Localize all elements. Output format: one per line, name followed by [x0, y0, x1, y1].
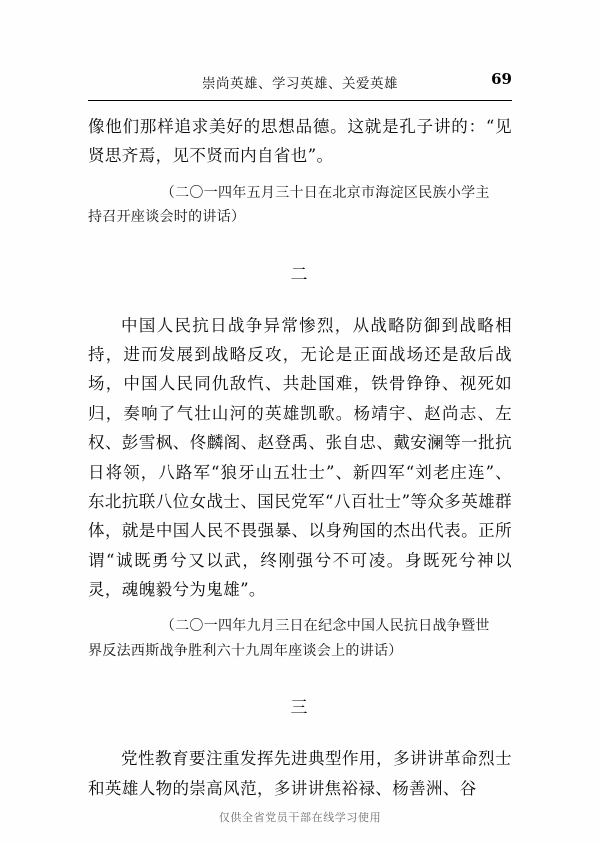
page-footer: 仅供全省党员干部在线学习使用	[218, 811, 382, 824]
paragraph-continued: 像他们那样追求美好的思想品德。这就是孔子讲的：“见贤思齐焉，见不贤而内自省也”。	[88, 117, 512, 166]
source-note-2-line1: （二〇一四年九月三日在纪念中国人民抗日战争暨世	[160, 618, 490, 635]
source-note-1-line2: 持召开座谈会时的讲话）	[88, 209, 246, 226]
section-heading-two: 二	[290, 264, 310, 285]
source-note-2	[88, 614, 512, 663]
page-header	[88, 72, 512, 92]
source-note-2-line2: 界反法西斯战争胜利六十九周年座谈会上的讲话）	[88, 642, 403, 659]
section-heading-three: 三	[290, 698, 310, 719]
paragraph-section-three: 党性教育要注重发挥先进典型作用，多讲讲革命烈士和英雄人物的崇高风范，多讲讲焦裕禄、杨善洲、谷	[88, 749, 512, 798]
page-number: 69	[491, 70, 512, 88]
header-divider	[88, 100, 512, 101]
page-content	[88, 112, 512, 803]
paragraph-section-two: 中国人民抗日战争异常惨烈，从战略防御到战略相持，进而发展到战略反攻，无论是正面战场还是敌后战场，中国人民同仇敌忾、共赴国难，铁骨铮铮、视死如归，奏响了气壮山河的英雄凯歌。杨靖宇、赵尚志、左权、彭雪枫、佟麟阁、赵登禹、张自忠、戴安澜等一批抗日将领，八路军“狼牙山五壮士”、新四军“刘老庄连”、东北抗联八位女战士、国民党军“八百壮士”等众多英雄群体，就是中国人民不畏强暴、以身殉国的杰出代表。正所谓“诚既勇兮又以武，终刚强兮不可凌。身既死兮神以灵，魂魄毅兮为鬼雄”。	[88, 315, 512, 599]
source-note-1-line1: （二〇一四年五月三十日在北京市海淀区民族小学主	[160, 184, 490, 201]
source-note-1	[88, 181, 512, 230]
header-title: 崇尚英雄、学习英雄、关爱英雄	[202, 76, 398, 92]
